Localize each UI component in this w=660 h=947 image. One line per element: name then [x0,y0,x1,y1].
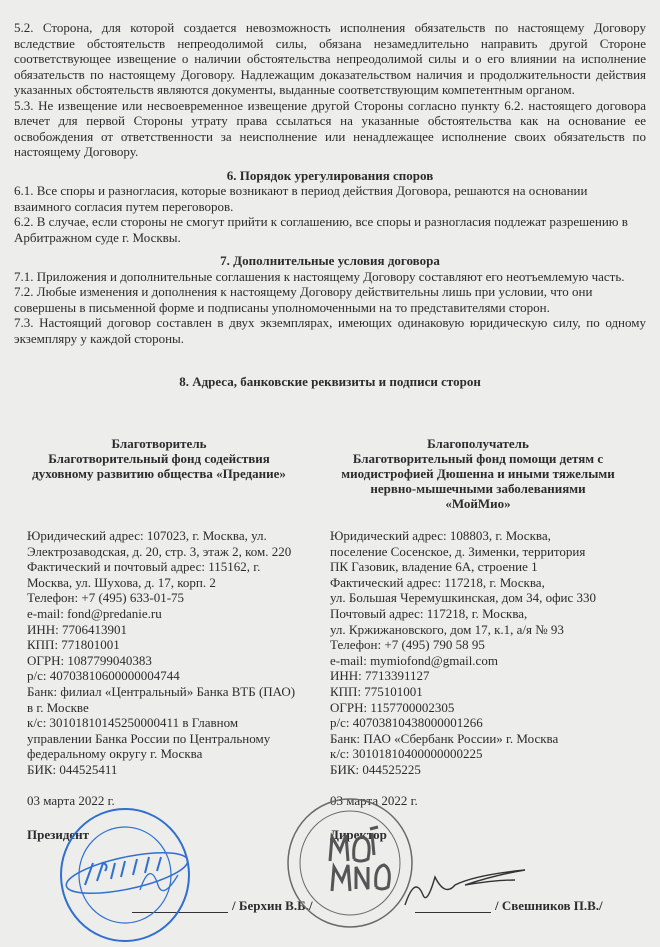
recipient-name-line: Благотворительный фонд помощи детям с [352,451,604,466]
recipient-stamp [280,795,420,930]
clause-6-1: 6.1. Все споры и разногласия, которые возникают в период действия Договора, решаются на основании взаимного согласия путем переговоров. [14,183,588,214]
heading-section-7: 7. Дополнительные условия договора [220,253,440,268]
recipient-detail-line: e-mail: mymiofond@gmail.com [330,652,498,668]
recipient-detail-line: поселение Сосенское, д. Зименки, территория [330,543,586,559]
recipient-role: Благополучатель [427,436,529,451]
donor-detail-line: Москва, ул. Шухова, д. 17, корп. 2 [27,574,216,590]
donor-detail-line: федеральному округу г. Москва [27,746,203,762]
donor-signatory: / Берхин В.Б./ [232,898,313,913]
heading-section-6: 6. Порядок урегулирования споров [226,167,434,183]
donor-detail-line: Телефон: +7 (495) 633-01-75 [27,590,185,606]
donor-detail-line: к/с: 30101810145250000411 в Главном [27,715,239,731]
recipient-header [318,436,638,511]
recipient-signatory: / Свешников П.В./ [495,898,603,913]
clause-6-2: 6.2. В случае, если стороны не смогут прийти к соглашению, все споры и разногласия подлежат разрешению в Арбитражном суде г. Москвы. [14,214,628,245]
donor-detail-line: БИК: 044525411 [27,761,118,777]
donor-role: Благотворитель [111,436,207,451]
clause-7-1: 7.1. Приложения и дополнительные соглашения к настоящему Договору составляют его неотъемлемую часть. [14,268,625,284]
recipient-detail-line: к/с: 30101810400000000225 [330,746,483,762]
donor-detail-line: КПП: 771801001 [27,637,120,653]
clause-7-3: 7.3. Настоящий договор составлен в двух экземплярах, имеющих одинаковую юридическую силу, по одному экземпляру у каждой стороны. [14,315,646,346]
donor-detail-line: р/с: 40703810600000004744 [27,668,180,684]
donor-name-line: духовному развитию общества «Предание» [32,466,286,481]
donor-detail-line: ИНН: 7706413901 [27,621,128,637]
recipient-detail-line: ОГРН: 1157700002305 [330,699,455,715]
donor-detail-line: Электрозаводская, д. 20, стр. 3, этаж 2, ком. 220 [27,543,292,559]
recipient-name-line: нервно-мышечными заболеваниями [370,481,586,496]
donor-stamp [55,805,195,945]
recipient-detail-line: Фактический адрес: 117218, г. Москва, [330,574,545,590]
donor-details [27,528,295,778]
donor-detail-line: Банк: филиал «Центральный» Банка ВТБ (ПАО) [27,683,296,699]
donor-detail-line: Фактический и почтовый адрес: 115162, г. [27,559,261,575]
recipient-detail-line: ИНН: 7713391127 [330,668,430,684]
recipient-details [330,528,596,778]
donor-detail-line: в г. Москве [27,699,89,715]
donor-detail-line: Юридический адрес: 107023, г. Москва, ул. [27,528,267,543]
recipient-detail-line: Юридический адрес: 108803, г. Москва, [330,528,551,543]
contract-clauses [14,20,646,390]
donor-header [14,436,304,481]
recipient-detail-line: Банк: ПАО «Сбербанк России» г. Москва [330,730,559,746]
donor-date: 03 марта 2022 г. [27,793,115,808]
recipient-position: Директор [330,827,387,842]
heading-section-8: 8. Адреса, банковские реквизиты и подписи сторон [179,374,481,389]
donor-detail-line: e-mail: fond@predanie.ru [27,605,162,621]
recipient-detail-line: ул. Кржижановского, дом 17, к.1, а/я № 93 [330,621,564,637]
recipient-detail-line: Телефон: +7 (495) 790 58 95 [330,637,485,653]
clause-5-3: 5.3. Не извещение или несвоевременное извещение другой Стороны согласно пункту 6.2. настоящего договора влечет для первой Стороны утрату права ссылаться на указанные обстоятельства как на основание ее освобождения от ответственности за неисполнение или ненадлежащее исполнение своих обязательств по настоящему Договору. [14,97,646,159]
recipient-name-line: миодистрофией Дюшенна и иными тяжелыми [341,466,615,481]
recipient-detail-line: ПК Газовик, владение 6А, строение 1 [330,559,538,575]
donor-detail-line: управлении Банка России по Центральному [27,730,271,746]
recipient-name-line: «МойМио» [445,496,511,511]
recipient-detail-line: р/с: 40703810438000001266 [330,715,483,731]
clause-5-2: 5.2. Сторона, для которой создается невозможность исполнения обязательств по настоящему Договору вследствие обстоятельств непреодолимой силы, обязана незамедлительно направить другой Стороне соответствующее извещение о наличии обстоятельства непреодолимой силы и о его влиянии на исполнение обязательств по настоящему Договору. Надлежащим доказательством наличия и продолжительности действия указанных обстоятельств являются документы, выданные соответствующим компетентным органом. [14,20,646,97]
donor-name-line: Благотворительный фонд содействия [48,451,270,466]
recipient-detail-line: ул. Большая Черемушкинская, дом 34, офис 330 [330,590,596,606]
clause-7-2: 7.2. Любые изменения и дополнения к настоящему Договору действительны лишь при условии, что они совершены в письменной форме и подписаны уполномоченными на то представителями сторон. [14,284,593,315]
recipient-date: 03 марта 2022 г. [330,793,418,808]
recipient-detail-line: БИК: 044525225 [330,761,421,777]
recipient-handwritten-signature [400,865,540,915]
recipient-detail-line: КПП: 775101001 [330,683,423,699]
donor-position: Президент [27,827,90,842]
donor-detail-line: ОГРН: 1087799040383 [27,652,152,668]
recipient-detail-line: Почтовый адрес: 117218, г. Москва, [330,605,528,621]
